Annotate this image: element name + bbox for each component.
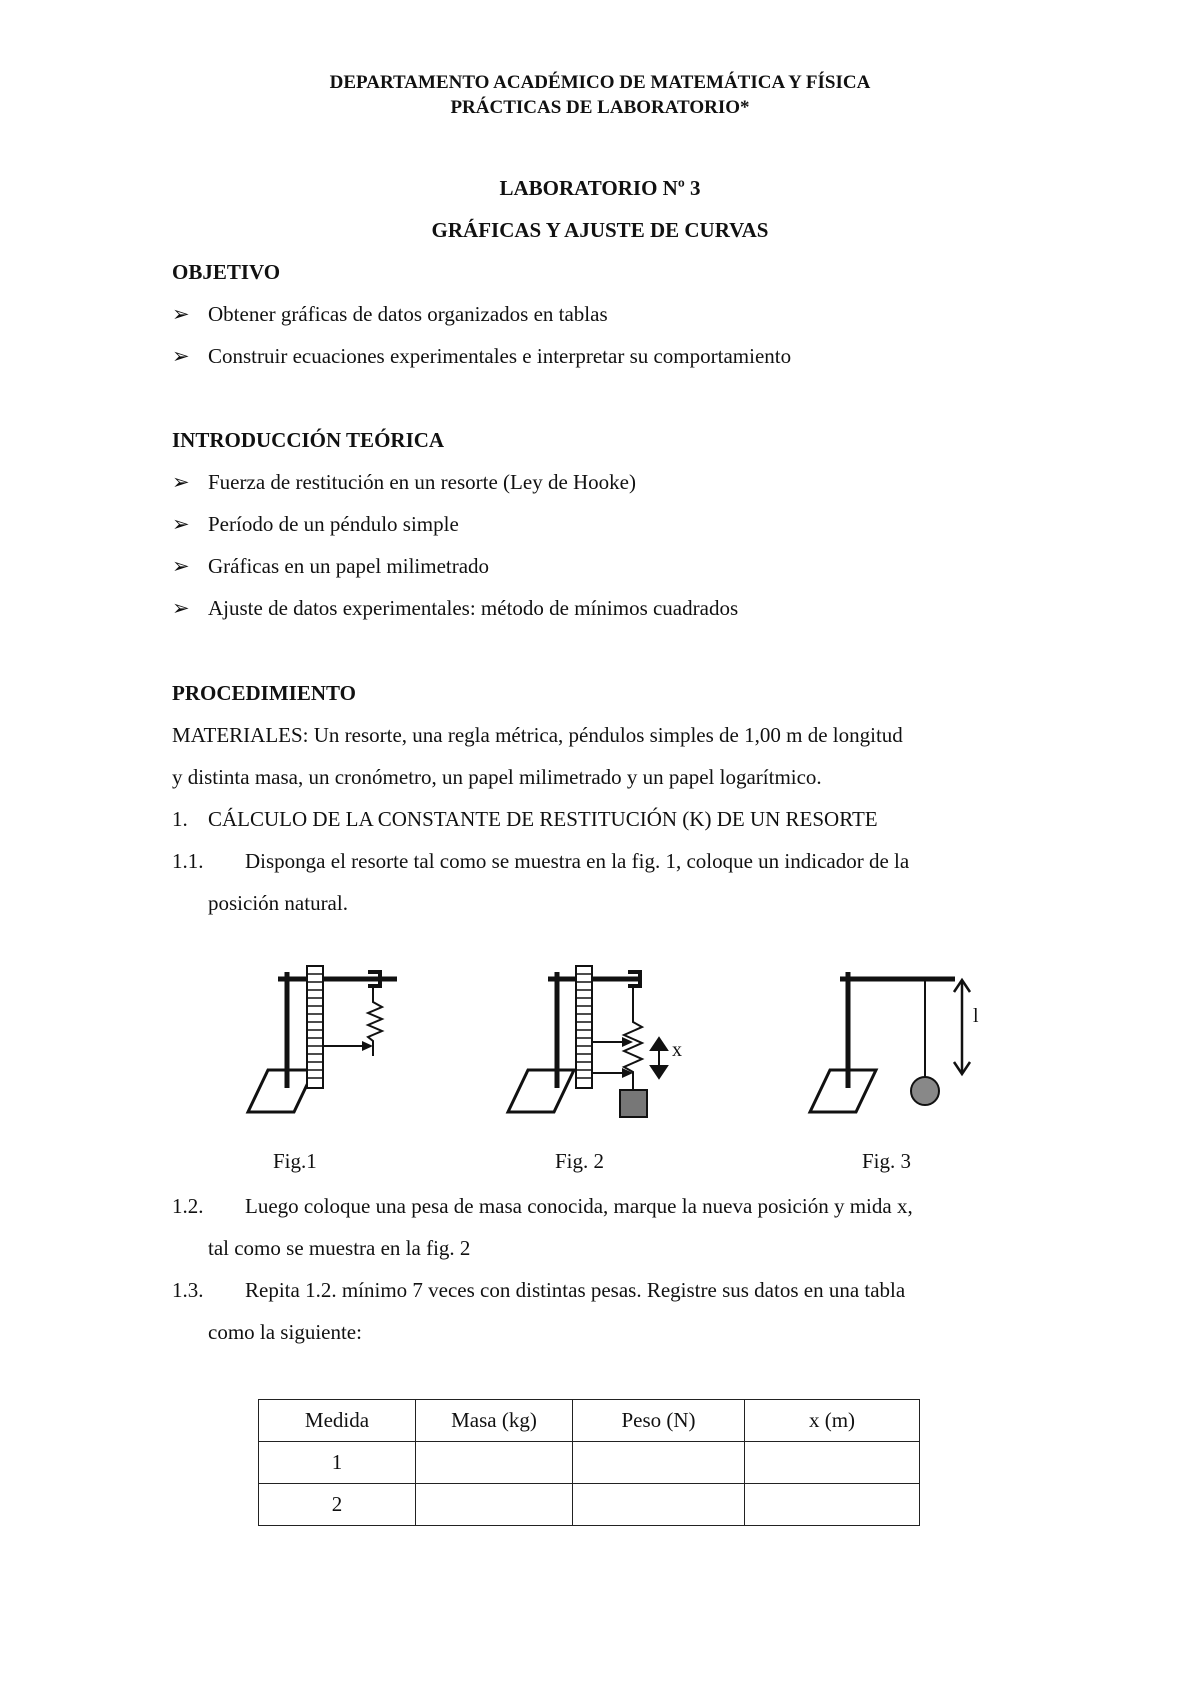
table-header-cell: Masa (kg): [416, 1400, 573, 1442]
bullet-arrow-icon: ➢: [172, 554, 190, 578]
fig2-base: [508, 1070, 574, 1112]
bullet-arrow-icon: ➢: [172, 512, 190, 536]
materiales-line-2: y distinta masa, un cronómetro, un papel milimetrado y un papel logarítmico.: [172, 765, 822, 789]
bullet-arrow-icon: ➢: [172, 470, 190, 494]
figure-3-diagram: [790, 960, 990, 1160]
table-cell: [573, 1442, 745, 1484]
materiales-line-1: MATERIALES: Un resorte, una regla métrica, péndulos simples de 1,00 m de longitud: [172, 723, 903, 747]
table-cell: 2: [259, 1484, 416, 1526]
introduccion-item: ➢ Fuerza de restitución en un resorte (Ley de Hooke): [172, 470, 636, 494]
fig2-mass: [620, 1090, 647, 1117]
section-1-title: CÁLCULO DE LA CONSTANTE DE RESTITUCIÓN (K) DE UN RESORTE: [208, 807, 878, 831]
objetivo-heading: OBJETIVO: [172, 260, 281, 284]
fig1-base: [248, 1070, 314, 1112]
fig2-caption: Fig. 2: [555, 1149, 605, 1173]
fig1-caption: Fig.1: [273, 1149, 317, 1173]
step-1-2-text-cont: tal como se muestra en la fig. 2: [208, 1236, 471, 1260]
practicas-header: PRÁCTICAS DE LABORATORIO*: [450, 97, 750, 118]
bullet-arrow-icon: ➢: [172, 344, 190, 368]
fig3-base: [810, 1070, 876, 1112]
fig1-indicator-arrow-icon: [362, 1041, 373, 1051]
figure-1-diagram: [240, 960, 420, 1160]
table-header-cell: x (m): [745, 1400, 920, 1442]
table-row: [259, 1442, 920, 1484]
lab-number: LABORATORIO Nº 3: [499, 176, 701, 200]
section-1-number: 1.: [172, 807, 188, 831]
step-1-1-text: Disponga el resorte tal como se muestra en la fig. 1, coloque un indicador de la: [245, 849, 910, 873]
table-cell: 1: [259, 1442, 416, 1484]
table-cell: [745, 1484, 920, 1526]
introduccion-heading: INTRODUCCIÓN TEÓRICA: [172, 428, 445, 452]
objetivo-item: ➢ Construir ecuaciones experimentales e interpretar su comportamiento: [172, 344, 792, 368]
step-1-2-text: Luego coloque una pesa de masa conocida, marque la nueva posición y mida x,: [245, 1194, 913, 1218]
fig3-l-label: l: [973, 1005, 979, 1027]
introduccion-item: ➢ Ajuste de datos experimentales: método de mínimos cuadrados: [172, 596, 739, 620]
bullet-arrow-icon: ➢: [172, 596, 190, 620]
bullet-arrow-icon: ➢: [172, 302, 190, 326]
fig3-length-arrow-icon: [954, 980, 970, 1074]
fig3-caption: Fig. 3: [862, 1149, 912, 1173]
table-header-cell: Peso (N): [573, 1400, 745, 1442]
table-header-row: [259, 1400, 920, 1442]
table-cell: [573, 1484, 745, 1526]
lab-title: GRÁFICAS Y AJUSTE DE CURVAS: [431, 218, 769, 242]
objetivo-item: ➢ Obtener gráficas de datos organizados en tablas: [172, 302, 608, 326]
step-1-3-text-cont: como la siguiente:: [208, 1320, 362, 1344]
fig2-x-label: x: [672, 1039, 682, 1061]
figure-2-diagram: [500, 960, 700, 1160]
table-row: [259, 1484, 920, 1526]
step-1-2-number: 1.2.: [172, 1194, 204, 1218]
step-1-3-number: 1.3.: [172, 1278, 204, 1302]
table-cell: [745, 1442, 920, 1484]
introduccion-item: ➢ Período de un péndulo simple: [172, 512, 459, 536]
data-table: [258, 1399, 920, 1526]
step-1-3-text: Repita 1.2. mínimo 7 veces con distintas pesas. Registre sus datos en una tabla: [245, 1278, 906, 1302]
introduccion-item: ➢ Gráficas en un papel milimetrado: [172, 554, 490, 578]
table-cell: [416, 1442, 573, 1484]
table-cell: [416, 1484, 573, 1526]
step-1-1-number: 1.1.: [172, 849, 204, 873]
fig2-displacement-arrow-icon: [651, 1038, 667, 1078]
fig3-bob: [911, 1077, 939, 1105]
table-header-cell: Medida: [259, 1400, 416, 1442]
procedimiento-heading: PROCEDIMIENTO: [172, 681, 356, 705]
department-header: DEPARTAMENTO ACADÉMICO DE MATEMÁTICA Y FÍSICA: [329, 72, 871, 93]
step-1-1-text-cont: posición natural.: [208, 891, 348, 915]
